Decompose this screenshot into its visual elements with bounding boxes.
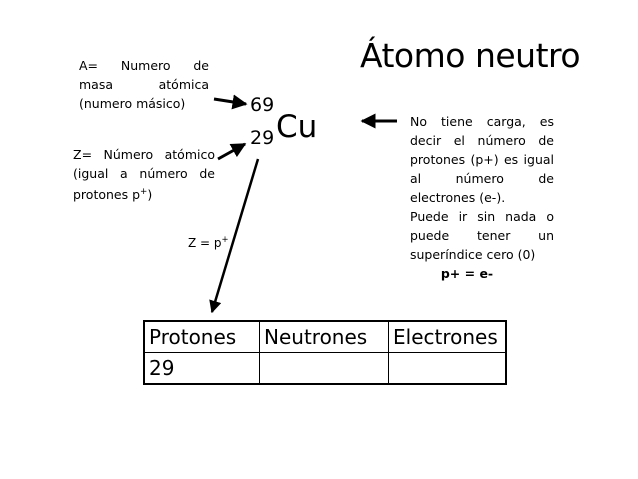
neutral-note-line: protones (p+) es igual	[410, 152, 554, 167]
neutral-note-line: puede tener un	[410, 228, 554, 243]
neutral-note-line: decir el número de	[410, 133, 554, 148]
mass-note-line: A= Numero de	[79, 58, 209, 73]
neutral-note-line: superíndice cero (0)	[410, 247, 536, 262]
protons-equal-electrons: p+ = e-	[440, 266, 494, 281]
table-row	[144, 353, 506, 385]
protons-arrow	[212, 159, 258, 312]
neutral-note-line: No tiene carga, es	[410, 114, 554, 129]
mass-note-line: masa atómica	[79, 77, 209, 92]
mass-note-line: (numero másico)	[79, 96, 186, 111]
atomic-note-line: (igual a número de	[73, 166, 215, 181]
page-title: Átomo neutro	[360, 36, 581, 75]
table-header-row	[144, 321, 506, 353]
header-neutrons: Neutrones	[260, 321, 389, 353]
mass-number: 69	[250, 94, 275, 116]
header-protons: Protones	[144, 321, 260, 353]
cell-protons: 29	[144, 353, 260, 385]
particle-table	[143, 320, 507, 385]
element-symbol: Cu	[276, 109, 318, 145]
cell-electrons	[389, 353, 507, 385]
neutral-note-line: Puede ir sin nada o	[410, 209, 554, 224]
header-electrons: Electrones	[389, 321, 507, 353]
neutral-note-line: electrones (e-).	[410, 190, 506, 205]
z-equals-protons-label: Z = p+	[188, 234, 229, 250]
neutral-note-line: al número de	[410, 171, 554, 186]
mass-arrow	[214, 99, 246, 104]
atomic-number: 29	[250, 127, 275, 149]
cell-neutrons	[260, 353, 389, 385]
atomic-arrow	[218, 144, 245, 159]
atomic-note-line: protones p+)	[73, 187, 153, 203]
atomic-note-line: Z= Número atómico	[73, 147, 215, 162]
